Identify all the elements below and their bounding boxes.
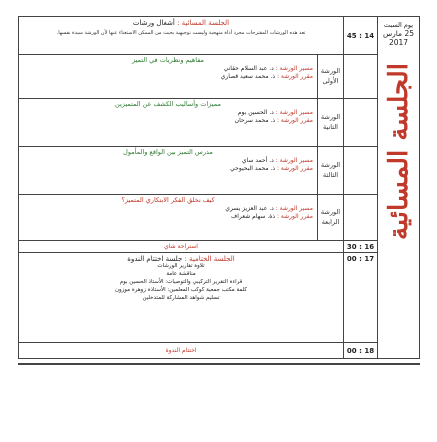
time-cell-empty: [344, 147, 378, 195]
closing-item: تلاوة تقارير الورشات: [157, 263, 205, 269]
time-cell: 18 : 00: [344, 343, 378, 359]
closing-item: كلمة مكتب جمعية كوكب المعلمين: الأستاذة زوهرة موزون: [114, 286, 248, 293]
workshop-title: مفاهيم ونظريات في التميز: [131, 56, 205, 64]
row-closing-session: [19, 253, 420, 343]
workshop-title: كيف نخلق الفكر الابتكاري المتميز؟: [121, 196, 215, 204]
closing-prefix: الجلسة الختامية :: [184, 255, 235, 263]
row-conclusion: [19, 343, 420, 359]
reporter-name: ذ. محمد سعيد قصاري: [220, 72, 276, 80]
row-workshop-2: [19, 99, 420, 147]
chair-name: د. أحمد ساي: [241, 156, 274, 164]
chair-name: د. الحسين بوم: [237, 108, 274, 116]
workshop-content: [19, 99, 318, 147]
reporter-name: ذ. محمد البحيوحي: [230, 164, 276, 172]
chair-name: د. عبد السلام حقاني: [223, 64, 274, 72]
closing-item: مناقشة عامة: [166, 270, 196, 277]
row-tea-break: [19, 241, 420, 253]
reporter-label: مقرر الورشة :: [276, 72, 313, 80]
chair-label: مسير الورشة :: [275, 204, 313, 212]
content-cell: [19, 17, 344, 55]
session-title-text: أشغال ورشات: [132, 19, 175, 27]
workshop-label: الورشة الثانية: [318, 99, 344, 147]
row-workshop-3: [19, 147, 420, 195]
workshop-label: الورشة الأولى: [318, 55, 344, 99]
day-name: يوم السبت: [383, 21, 414, 29]
conclusion-text: اختتام الندوة: [19, 343, 344, 359]
closing-item: تسليم شواهد المشاركة للمتدخلين: [142, 294, 220, 301]
chair-name: د. عبد العزيز يسري: [225, 204, 274, 212]
row-workshop-4: [19, 195, 420, 241]
session-description: تعد هذه الورشات المقترحات مجرد أداة منهجية وليست توجيهية بحيث من الممكن الاستغناء عنها لأن الورشة سيدة نفسها.: [56, 30, 306, 36]
reporter-label: مقرر الورشة :: [276, 116, 313, 124]
closing-items: [23, 263, 339, 303]
program-table: [18, 16, 420, 359]
chair-label: مسير الورشة :: [275, 108, 313, 116]
workshop-content: [19, 147, 318, 195]
workshop-content: [19, 195, 318, 241]
session-title: الجلسة المسائية: [383, 63, 414, 241]
reporter-label: مقرر الورشة :: [276, 164, 313, 172]
reporter-name: ذ. محمد سرحان: [234, 116, 276, 124]
closing-item: قراءة التقرير التركيبي والتوصيات: الأستاذ الحسين بوم: [119, 278, 243, 285]
closing-title: جلسة اختتام الندوة: [127, 255, 183, 263]
bottom-rule: [18, 363, 420, 365]
closing-content: [19, 253, 344, 343]
reporter-label: مقرر الورشة :: [276, 212, 313, 220]
time-cell-empty: [344, 99, 378, 147]
session-prefix: الجلسة المسائية :: [177, 19, 230, 27]
workshop-title: مميزات وأساليب الكشف عن المتميزين: [115, 100, 221, 108]
workshop-label: الورشة الرابعة: [318, 195, 344, 241]
time-cell: 14 : 45: [344, 17, 378, 55]
row-workshop-1: [19, 55, 420, 99]
time-cell: 17 : 00: [344, 253, 378, 343]
chair-label: مسير الورشة :: [275, 156, 313, 164]
day-cell: [378, 17, 420, 359]
tea-break-text: استراحة شاي: [19, 241, 344, 253]
day-date: 25 مارس 2017: [382, 29, 414, 47]
time-cell-empty: [344, 195, 378, 241]
time-cell: 16 : 30: [344, 241, 378, 253]
time-cell-empty: [344, 55, 378, 99]
program-sheet: [18, 16, 420, 382]
reporter-name: ذة. سهام شعراف: [231, 212, 276, 220]
workshop-title: مدرس التميز بين الواقع والمأمول: [123, 148, 213, 156]
workshop-label: الورشة الثالثة: [318, 147, 344, 195]
workshop-content: [19, 55, 318, 99]
row-workshops-intro: [19, 17, 420, 55]
chair-label: مسير الورشة :: [275, 64, 313, 72]
